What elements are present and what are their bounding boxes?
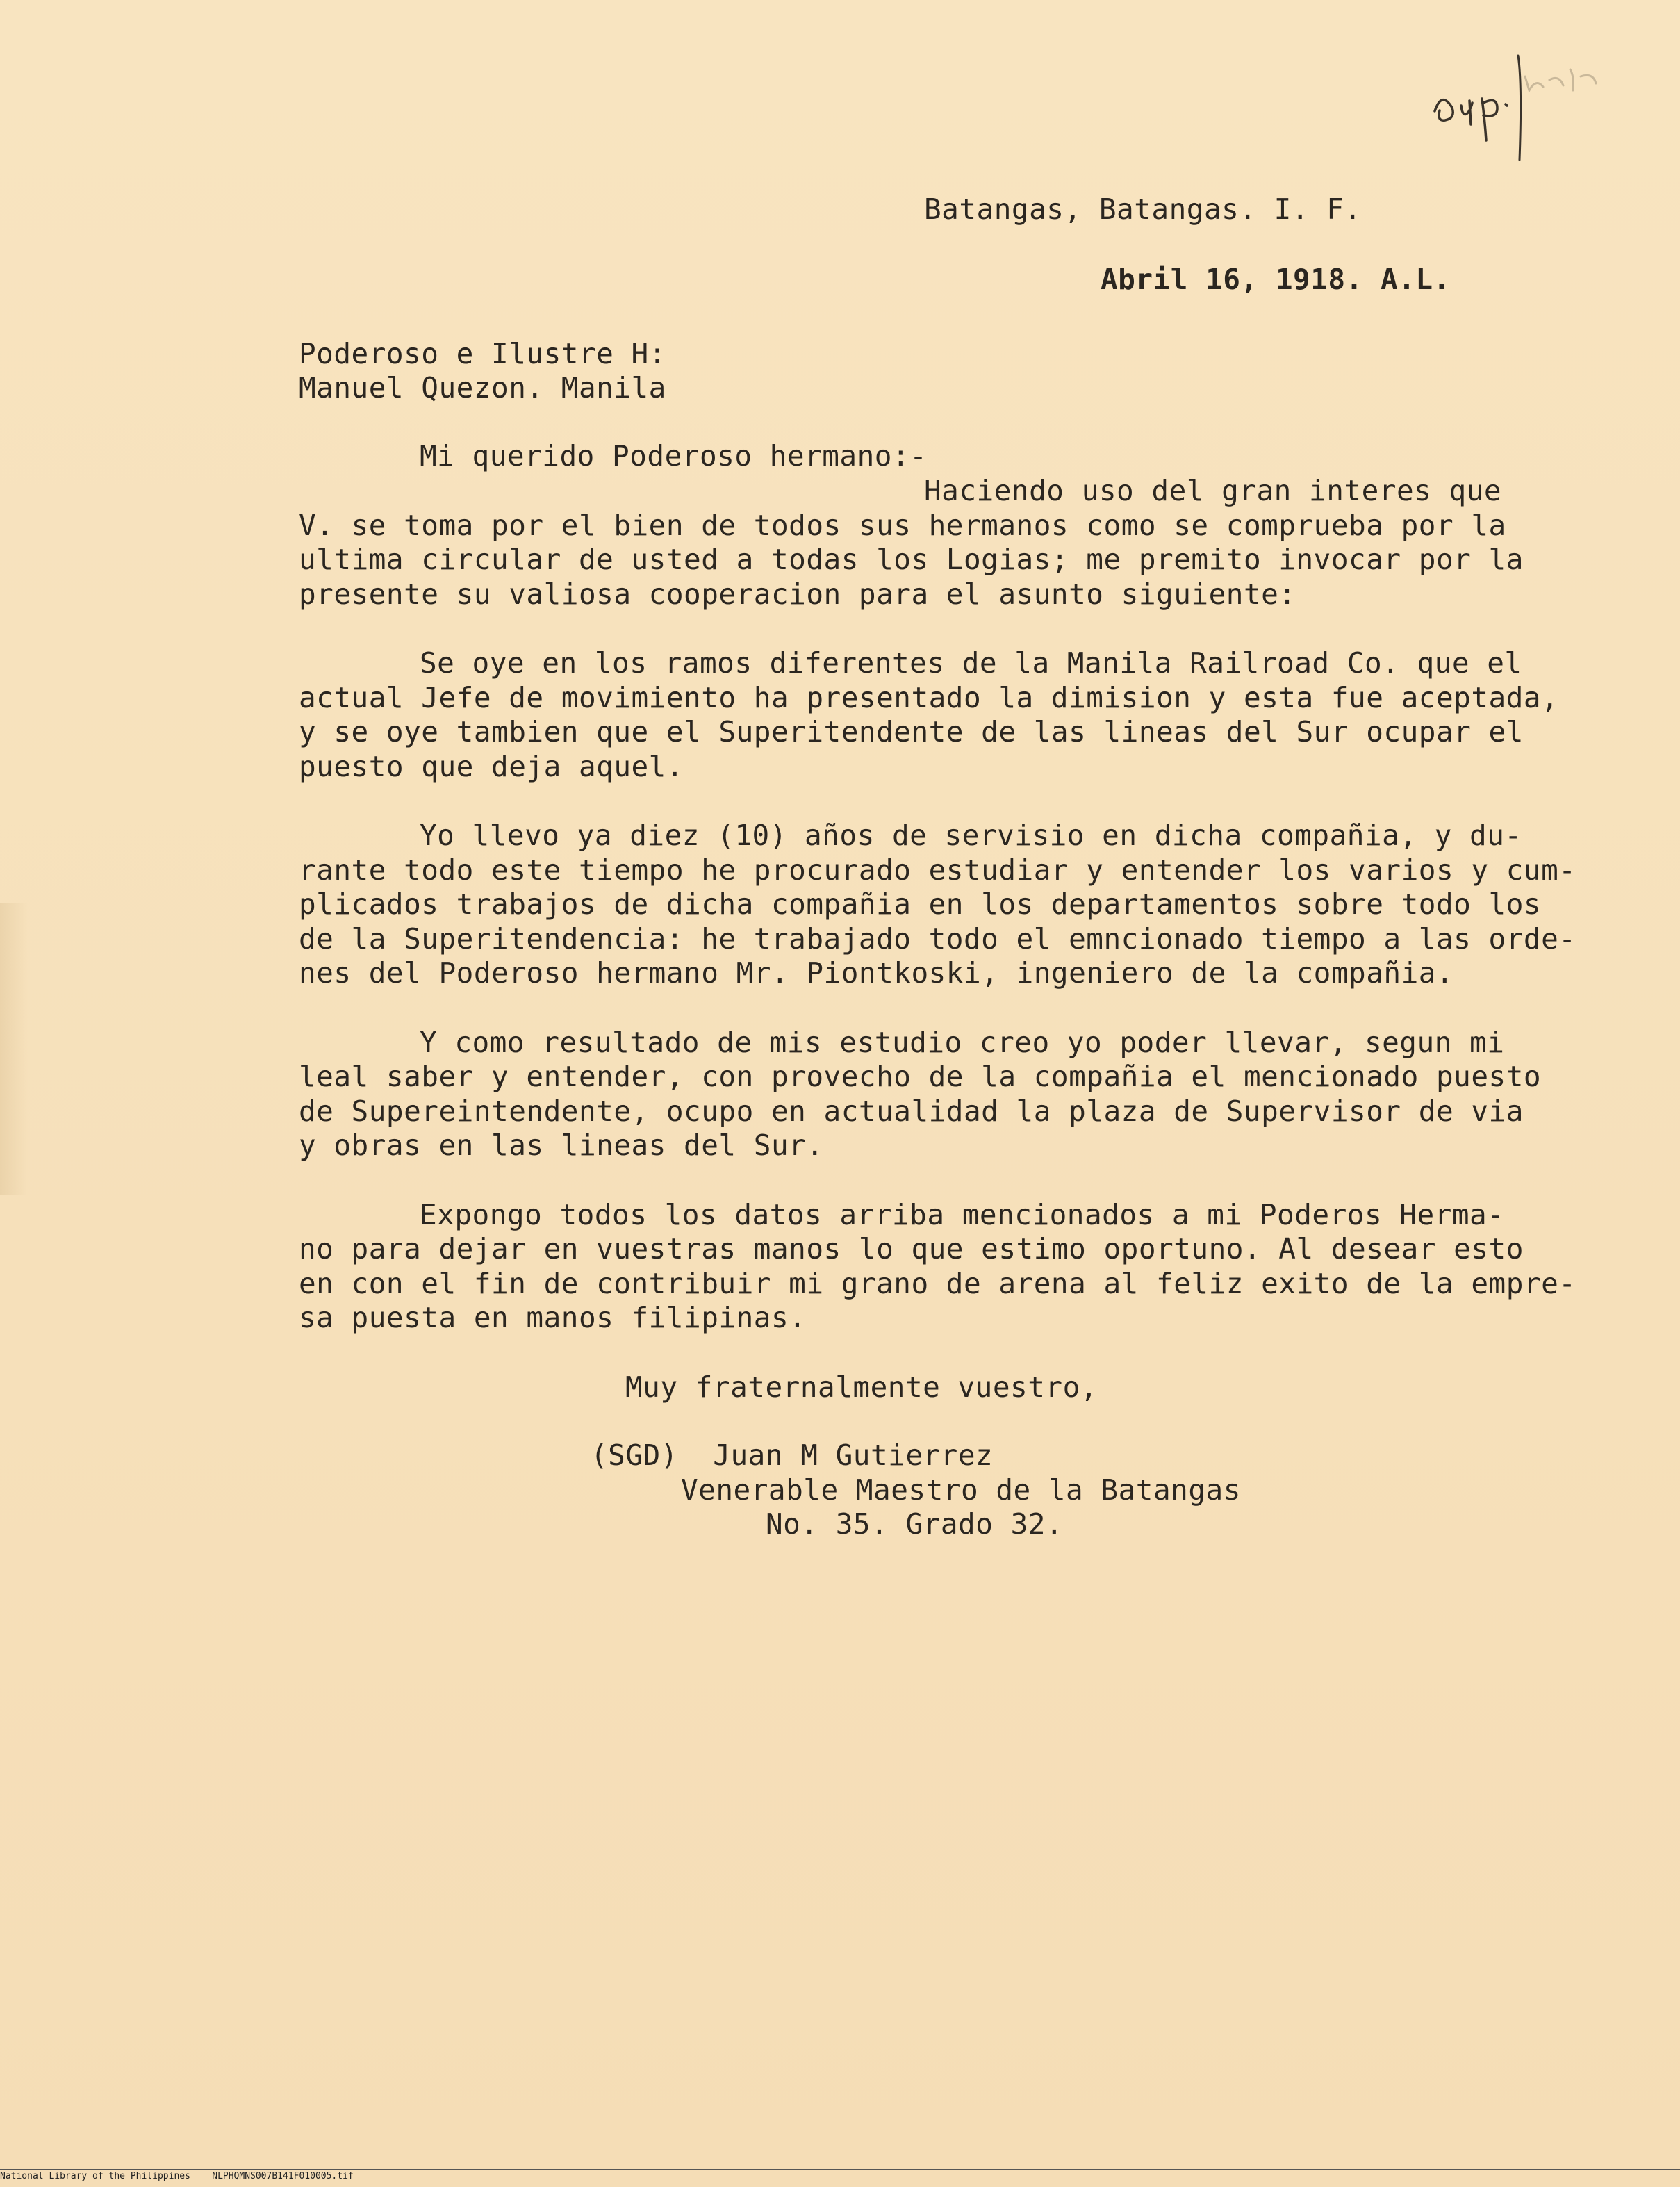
signature-line-2: Venerable Maestro de la Batangas (681, 1473, 1241, 1507)
paragraph1-line-1: Haciendo uso del gran interes que (924, 474, 1502, 507)
paragraph2-line-4: puesto que deja aquel. (299, 750, 684, 783)
paragraph3-line-5: nes del Poderoso hermano Mr. Piontkoski, ingeniero de la compañia. (299, 956, 1454, 990)
signature-line-1: (SGD) Juan M Gutierrez (591, 1439, 994, 1472)
paragraph3-line-3: plicados trabajos de dicha compañia en los departamentos sobre todo los (299, 887, 1542, 921)
paragraph4-line-4: y obras en las lineas del Sur. (299, 1129, 824, 1162)
footer-rule (0, 2169, 1680, 2170)
footer-caption: National Library of the Philippines NLPHQMNS007B141F010005.tif (0, 2171, 354, 2181)
paragraph5-line-2: no para dejar en vuestras manos lo que estimo oportuno. Al desear esto (299, 1232, 1524, 1265)
paragraph2-line-1: Se oye en los ramos diferentes de la Manila Railroad Co. que el (420, 646, 1522, 680)
paragraph5-line-1: Expongo todos los datos arriba mencionados a mi Poderos Herma- (420, 1198, 1505, 1231)
paper-edge-stain (0, 903, 28, 1195)
paragraph3-line-4: de la Superitendencia: he trabajado todo el emncionado tiempo a las orde- (299, 922, 1576, 956)
closing: Muy fraternalmente vuestro, (625, 1370, 1098, 1404)
signature-line-3: No. 35. Grado 32. (766, 1507, 1064, 1541)
paragraph5-line-4: sa puesta en manos filipinas. (299, 1301, 807, 1334)
paragraph4-line-1: Y como resultado de mis estudio creo yo poder llevar, segun mi (420, 1026, 1505, 1059)
paragraph3-line-1: Yo llevo ya diez (10) años de servisio en dicha compañia, y du- (420, 819, 1522, 852)
paragraph4-line-2: leal saber y entender, con provecho de la compañia el mencionado puesto (299, 1060, 1542, 1093)
place-line: Batangas, Batangas. I. F. (924, 193, 1362, 226)
paragraph1-line-2: V. se toma por el bien de todos sus hermanos como se comprueba por la (299, 509, 1506, 542)
handwritten-note-drawing (1421, 49, 1622, 167)
handwritten-note (1421, 49, 1622, 167)
recipient-line-2: Manuel Quezon. Manila (299, 371, 666, 404)
paragraph2-line-2: actual Jefe de movimiento ha presentado la dimision y esta fue aceptada, (299, 681, 1559, 714)
salutation: Mi querido Poderoso hermano:- (420, 439, 928, 473)
date-line: Abril 16, 1918. A.L. (1101, 263, 1451, 296)
paragraph1-line-3: ultima circular de usted a todas los Logias; me premito invocar por la (299, 543, 1524, 576)
paragraph4-line-3: de Supereintendente, ocupo en actualidad la plaza de Supervisor de via (299, 1095, 1524, 1128)
paragraph2-line-3: y se oye tambien que el Superitendente de las lineas del Sur ocupar el (299, 715, 1524, 748)
recipient-line-1: Poderoso e Ilustre H: (299, 337, 666, 370)
paragraph5-line-3: en con el fin de contribuir mi grano de arena al feliz exito de la empre- (299, 1267, 1576, 1300)
paragraph3-line-2: rante todo este tiempo he procurado estudiar y entender los varios y cum- (299, 853, 1576, 887)
paragraph1-line-4: presente su valiosa cooperacion para el asunto siguiente: (299, 578, 1296, 611)
